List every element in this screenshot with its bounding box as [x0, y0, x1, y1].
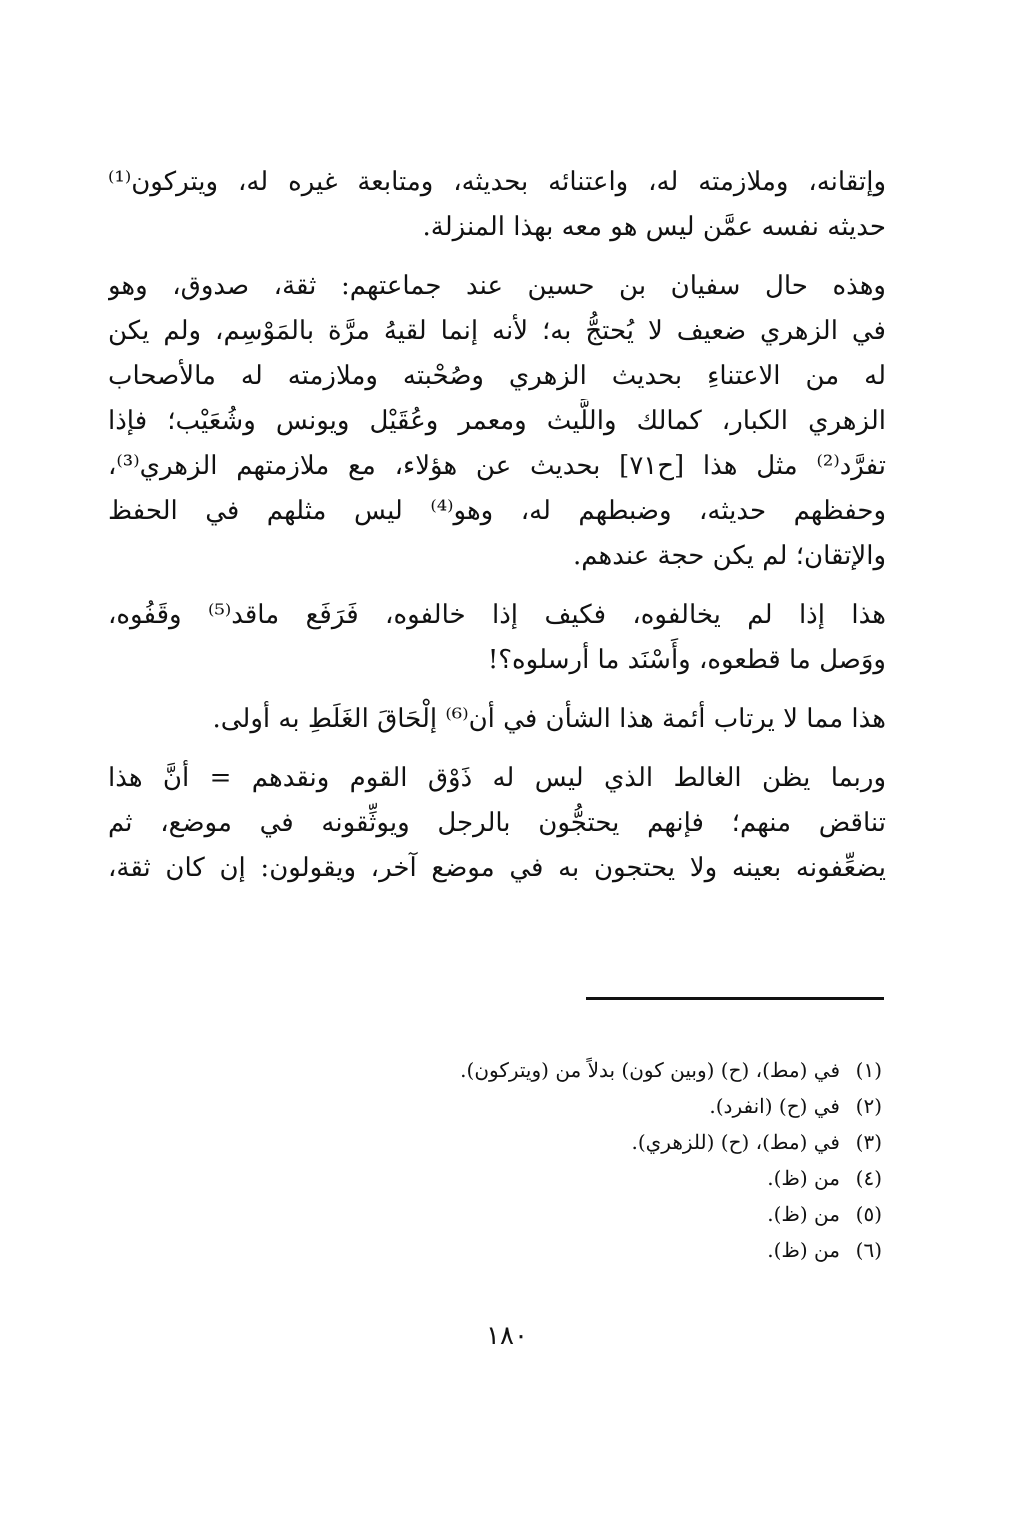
text-line: في الزهري ضعيف لا يُحتجُّ به؛ لأنه إنما لقيهُ مرَّة بالمَوْسِم، ولم يكن	[108, 316, 886, 346]
footnote-number: (٢)	[855, 1094, 882, 1118]
footnote-item	[182, 1088, 882, 1124]
paragraph	[108, 697, 886, 742]
footnote-number: (٤)	[855, 1166, 882, 1190]
paragraph	[108, 593, 886, 683]
footnote-item	[182, 1052, 882, 1088]
text-line: له من الاعتناءِ بحديث الزهري وصُحْبته وملازمته له مالأصحاب	[108, 361, 886, 391]
text-line: هذا مما لا يرتاب أئمة هذا الشأن في أن⁽⁶⁾ إلْحَاقَ الغَلَطِ به أولى.	[212, 704, 886, 734]
text-line: تناقض منهم؛ فإنهم يحتجُّون بالرجل ويوثِّقونه في موضع، ثم	[108, 808, 886, 838]
paragraph	[108, 160, 886, 250]
footnote-text: من (ظ).	[767, 1166, 840, 1190]
paragraph	[108, 756, 886, 891]
footnote-text: في (مط)، (ح) (للزهري).	[631, 1130, 840, 1154]
footnote-item	[182, 1160, 882, 1196]
text-line: الزهري الكبار، كمالك واللَّيث ومعمر وعُقَيْل ويونس وشُعَيْب؛ فإذا	[108, 406, 886, 436]
text-line: هذا إذا لم يخالفوه، فكيف إذا خالفوه، فَرَفَع ماقد⁽⁵⁾ وقَفُوه،	[108, 600, 886, 630]
footnote-text: من (ظ).	[767, 1238, 840, 1262]
text-line: والإتقان؛ لم يكن حجة عندهم.	[572, 541, 886, 571]
main-text	[108, 160, 886, 891]
footnote-number: (٣)	[855, 1130, 882, 1154]
footnote-number: (٦)	[855, 1238, 882, 1262]
page-number: ١٨٠	[486, 1321, 528, 1351]
footnote-divider	[586, 997, 884, 1000]
footnotes-list	[182, 1052, 882, 1268]
footnote-item	[182, 1196, 882, 1232]
text-line: يضعِّفونه بعينه ولا يحتجون به في موضع آخر، ويقولون: إن كان ثقة،	[108, 853, 886, 883]
footnote-text: في (ح) (انفرد).	[709, 1094, 840, 1118]
text-line: حديثه نفسه عمَّن ليس هو معه بهذا المنزلة.	[422, 212, 886, 242]
footnote-item	[182, 1124, 882, 1160]
text-line: وإتقانه، وملازمته له، واعتنائه بحديثه، ومتابعة غيره له، ويتركون⁽¹⁾	[108, 167, 886, 197]
text-line: وربما يظن الغالط الذي ليس له ذَوْق القوم ونقدهم = أنَّ هذا	[108, 763, 886, 793]
footnote-item	[182, 1232, 882, 1268]
text-line: وحفظهم حديثه، وضبطهم له، وهو⁽⁴⁾ ليس مثلهم في الحفظ	[108, 496, 886, 526]
text-line: ووَصل ما قطعوه، وأَسْنَد ما أرسلوه؟!	[487, 645, 886, 675]
text-line: تفرَّد⁽²⁾ مثل هذا [ح٧١] بحديث عن هؤلاء، مع ملازمتهم الزهري⁽³⁾،	[108, 451, 886, 481]
text-line: وهذه حال سفيان بن حسين عند جماعتهم: ثقة، صدوق، وهو	[108, 271, 886, 301]
footnote-text: من (ظ).	[767, 1202, 840, 1226]
paragraph	[108, 264, 886, 579]
footnote-number: (١)	[855, 1058, 882, 1082]
footnote-number: (٥)	[855, 1202, 882, 1226]
footnote-text: في (مط)، (ح) (وبين كون) بدلاً من (ويتركون).	[460, 1058, 840, 1082]
